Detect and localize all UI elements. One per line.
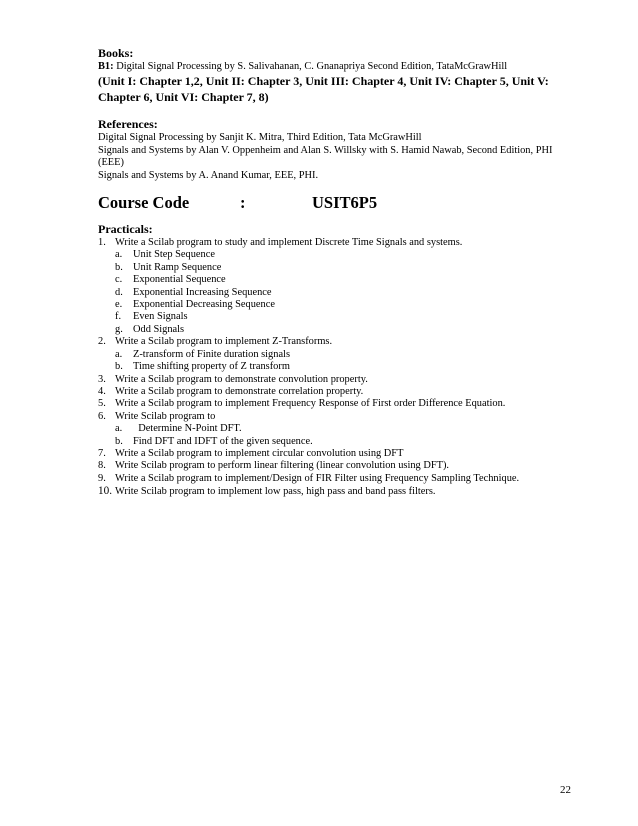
b1-text: Digital Signal Processing by S. Salivahanan, C. Gnanapriya Second Edition, TataMcGrawHill [113,61,508,72]
list-subitem: b. Find DFT and IDFT of the given sequence. [115,435,313,447]
list-item: 4. Write a Scilab program to demonstrate correlation property. [98,385,364,397]
list-subitem: b. Time shifting property of Z transform [115,361,290,373]
list-subitem: a. Z-transform of Finite duration signals [115,348,290,360]
page-content [98,46,580,499]
references-heading: References: [98,117,158,132]
reference-item: Digital Signal Processing by Sanjit K. Mitra, Third Edition, Tata McGrawHill [98,132,422,144]
course-code-label: Course Code [98,193,190,213]
list-subitem: b. Unit Ramp Sequence [115,261,222,273]
units-line-2: Chapter 6, Unit VI: Chapter 7, 8) [98,90,269,105]
list-subitem: c. Exponential Sequence [115,274,226,286]
books-heading: Books: [98,46,134,60]
course-code-value: USIT6P5 [312,193,378,213]
list-item: 5. Write a Scilab program to implement Frequency Response of First order Difference Equation. [98,398,506,410]
list-subitem: a. Determine N-Point DFT. [115,423,242,435]
reference-item: Signals and Systems by Alan V. Oppenheim and Alan S. Willsky with S. Hamid Nawab, Second Edition, PHI [98,144,553,156]
list-subitem: e. Exponential Decreasing Sequence [115,299,275,311]
practicals-list [98,237,580,499]
b1-label: B1: [98,61,114,72]
list-item: 3. Write a Scilab program to demonstrate convolution property. [98,373,368,385]
list-subitem: f. Even Signals [115,311,188,323]
list-subitem: g. Odd Signals [115,323,185,335]
list-item: 10. Write Scilab program to implement low pass, high pass and band pass filters. [98,485,436,498]
list-item: 7. Write a Scilab program to implement circular convolution using DFT [98,447,404,459]
list-item: 8. Write Scilab program to perform linear filtering (linear convolution using DFT). [98,460,450,472]
reference-item: Signals and Systems by A. Anand Kumar, EEE, PHI. [98,169,319,181]
page-number: 22 [560,784,571,796]
course-code-colon: : [240,193,246,213]
book-b1 [98,61,580,73]
reference-item: (EEE) [98,157,124,169]
list-item: 2. Write a Scilab program to implement Z-Transforms. [98,336,333,348]
units-line-1: (Unit I: Chapter 1,2, Unit II: Chapter 3, Unit III: Chapter 4, Unit IV: Chapter 5, Unit V: [98,74,549,89]
list-item: 9. Write a Scilab program to implement/Design of FIR Filter using Frequency Sampling Technique. [98,472,520,484]
list-subitem: d. Exponential Increasing Sequence [115,286,272,298]
list-item: 1. Write a Scilab program to study and implement Discrete Time Signals and systems. [98,237,463,249]
course-code-row [98,192,580,214]
list-item: 6. Write Scilab program to [98,410,216,422]
practicals-heading: Practicals: [98,222,153,237]
list-subitem: a. Unit Step Sequence [115,249,215,261]
